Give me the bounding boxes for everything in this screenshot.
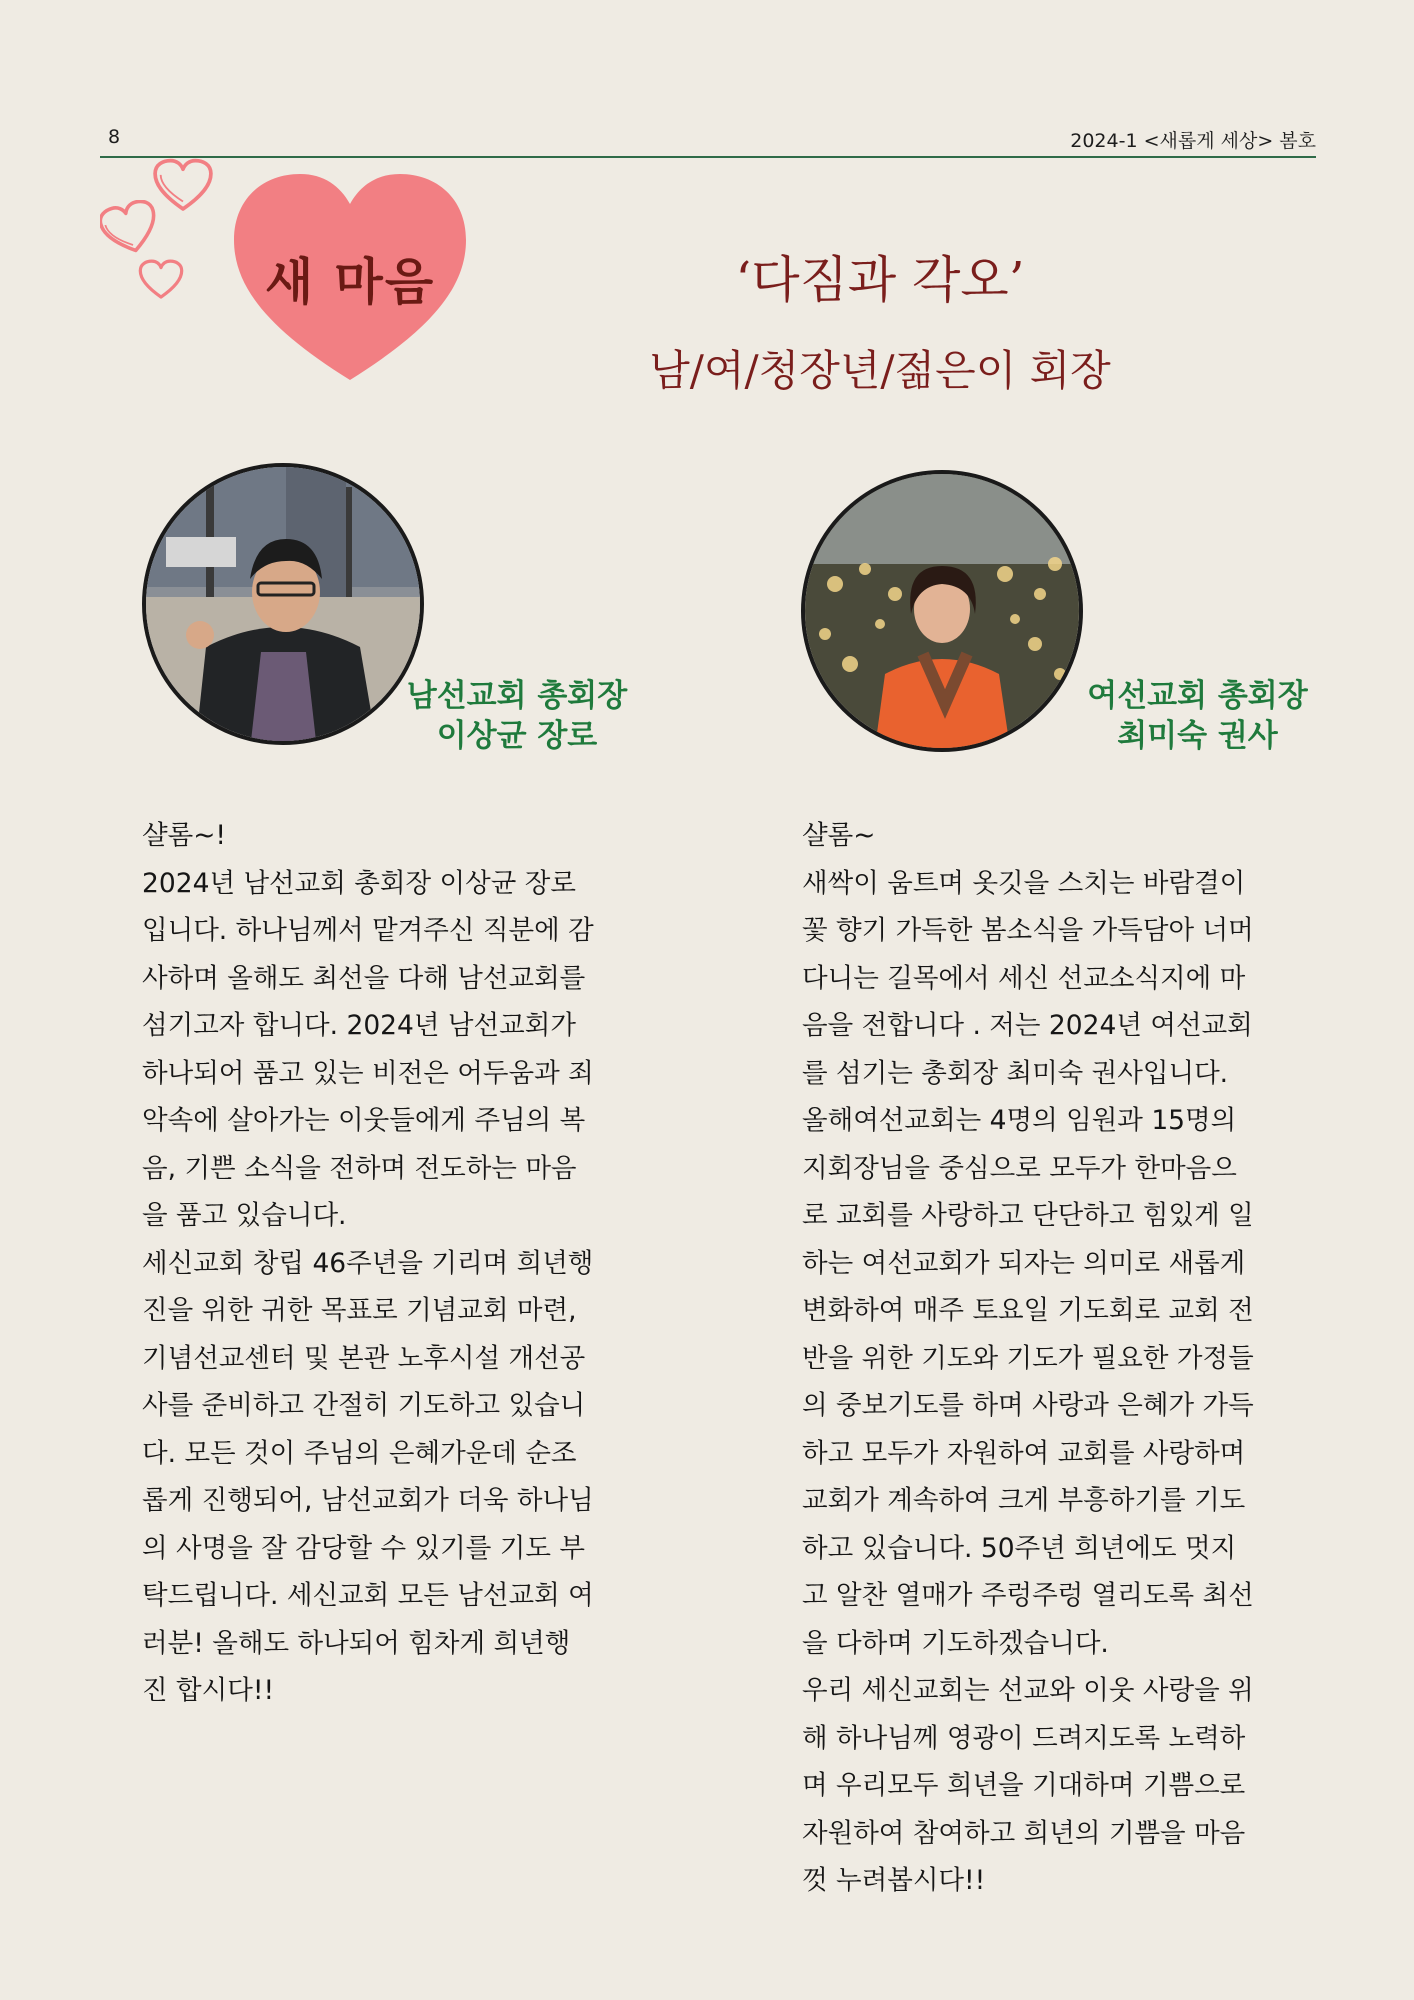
article-line: 새싹이 움트며 옷깃을 스치는 바람결이 (802, 867, 1246, 899)
article-line: 고 알찬 열매가 주렁주렁 열리도록 최선 (802, 1580, 1254, 1611)
page-title: ‘다짐과 각오’ (735, 251, 1025, 309)
portrait-photo-icon (146, 467, 420, 741)
article-line: 다니는 길목에서 세신 선교소식지에 마 (802, 962, 1246, 994)
article-line: 2024년 남선교회 총회장 이상균 장로 (142, 867, 576, 899)
article-line: 해 하나님께 영광이 드려지도록 노력하 (802, 1722, 1246, 1754)
article-line: 샬롬~ (802, 820, 876, 851)
article-line: 하고 있습니다. 50주년 희년에도 멋지 (802, 1532, 1237, 1564)
article-line: 진 합시다!! (142, 1675, 275, 1706)
outline-heart-icon (138, 258, 184, 302)
article-line: 를 섬기는 총회장 최미숙 권사입니다. (802, 1057, 1229, 1089)
article-right (802, 812, 1322, 1905)
author-name: 최미숙 권사 (1117, 718, 1278, 754)
article-line: 하고 모두가 자원하여 교회를 사랑하며 (802, 1437, 1246, 1469)
article-line: 우리 세신교회는 선교와 이웃 사랑을 위 (802, 1675, 1254, 1706)
article-line: 의 중보기도를 하며 사랑과 은혜가 가득 (802, 1390, 1254, 1421)
article-line: 기념선교센터 및 본관 노후시설 개선공 (142, 1342, 586, 1374)
article-line: 꽃 향기 가득한 봄소식을 가득담아 너머 (802, 915, 1254, 946)
article-line: 하나되어 품고 있는 비전은 어두움과 죄 (142, 1057, 594, 1089)
issue-title: 2024-1 <새롭게 세상> 봄호 (1070, 130, 1316, 152)
article-line: 껏 누려봅시다!! (802, 1865, 986, 1896)
outline-heart-icon (152, 158, 214, 214)
section-label: 새 마음 (264, 253, 436, 311)
article-left (142, 812, 662, 1715)
article-line: 반을 위한 기도와 기도가 필요한 가정들 (802, 1342, 1254, 1374)
author-role: 남선교회 총회장 (406, 678, 628, 714)
article-line: 샬롬~! (142, 820, 227, 851)
page-subtitle: 남/여/청장년/젊은이 회장 (649, 346, 1111, 395)
article-line: 을 품고 있습니다. (142, 1200, 347, 1231)
article-line: 음, 기쁜 소식을 전하며 전도하는 마음 (142, 1152, 577, 1184)
article-line: 악속에 살아가는 이웃들에게 주님의 복 (142, 1105, 586, 1136)
author-role: 여선교회 총회장 (1087, 678, 1308, 714)
article-line: 지회장님을 중심으로 모두가 한마음으 (802, 1152, 1237, 1184)
article-line: 의 사명을 잘 감당할 수 있기를 기도 부 (142, 1532, 585, 1564)
article-line: 사를 준비하고 간절히 기도하고 있습니 (142, 1390, 586, 1421)
article-line: 러분! 올해도 하나되어 힘차게 희년행 (142, 1627, 571, 1659)
portrait-photo-right (801, 470, 1083, 752)
page-number: 8 (108, 126, 121, 148)
article-line: 로 교회를 사랑하고 단단하고 힘있게 일 (802, 1200, 1254, 1231)
author-name-left (392, 676, 642, 756)
page-header (100, 120, 1316, 158)
article-line: 입니다. 하나님께서 맡겨주신 직분에 감 (142, 915, 594, 946)
portrait-photo-icon (805, 474, 1079, 748)
article-line: 탁드립니다. 세신교회 모든 남선교회 여 (142, 1580, 594, 1611)
author-name: 이상균 장로 (436, 718, 598, 754)
article-line: 을 다하며 기도하겠습니다. (802, 1627, 1109, 1659)
outline-heart-icon (100, 200, 160, 258)
article-line: 음을 전합니다 . 저는 2024년 여선교회 (802, 1010, 1253, 1041)
author-name-right (1065, 676, 1330, 756)
article-line: 교회가 계속하여 크게 부흥하기를 기도 (802, 1485, 1246, 1516)
article-line: 진을 위한 귀한 목표로 기념교회 마련, (142, 1295, 577, 1326)
article-line: 롭게 진행되어, 남선교회가 더욱 하나님 (142, 1485, 594, 1516)
article-line: 섬기고자 합니다. 2024년 남선교회가 (142, 1010, 576, 1041)
article-line: 하는 여선교회가 되자는 의미로 새롭게 (802, 1247, 1246, 1279)
article-line: 올해여선교회는 4명의 임원과 15명의 (802, 1105, 1237, 1136)
article-line: 며 우리모두 희년을 기대하며 기쁨으로 (802, 1770, 1246, 1801)
article-line: 다. 모든 것이 주님의 은혜가운데 순조 (142, 1437, 577, 1469)
article-line: 변화하여 매주 토요일 기도회로 교회 전 (802, 1295, 1254, 1326)
article-line: 사하며 올해도 최선을 다해 남선교회를 (142, 962, 586, 994)
portrait-photo-left (142, 463, 424, 745)
article-line: 세신교회 창립 46주년을 기리며 희년행 (142, 1247, 594, 1279)
article-line: 자원하여 참여하고 희년의 기쁨을 마음 (802, 1817, 1246, 1849)
